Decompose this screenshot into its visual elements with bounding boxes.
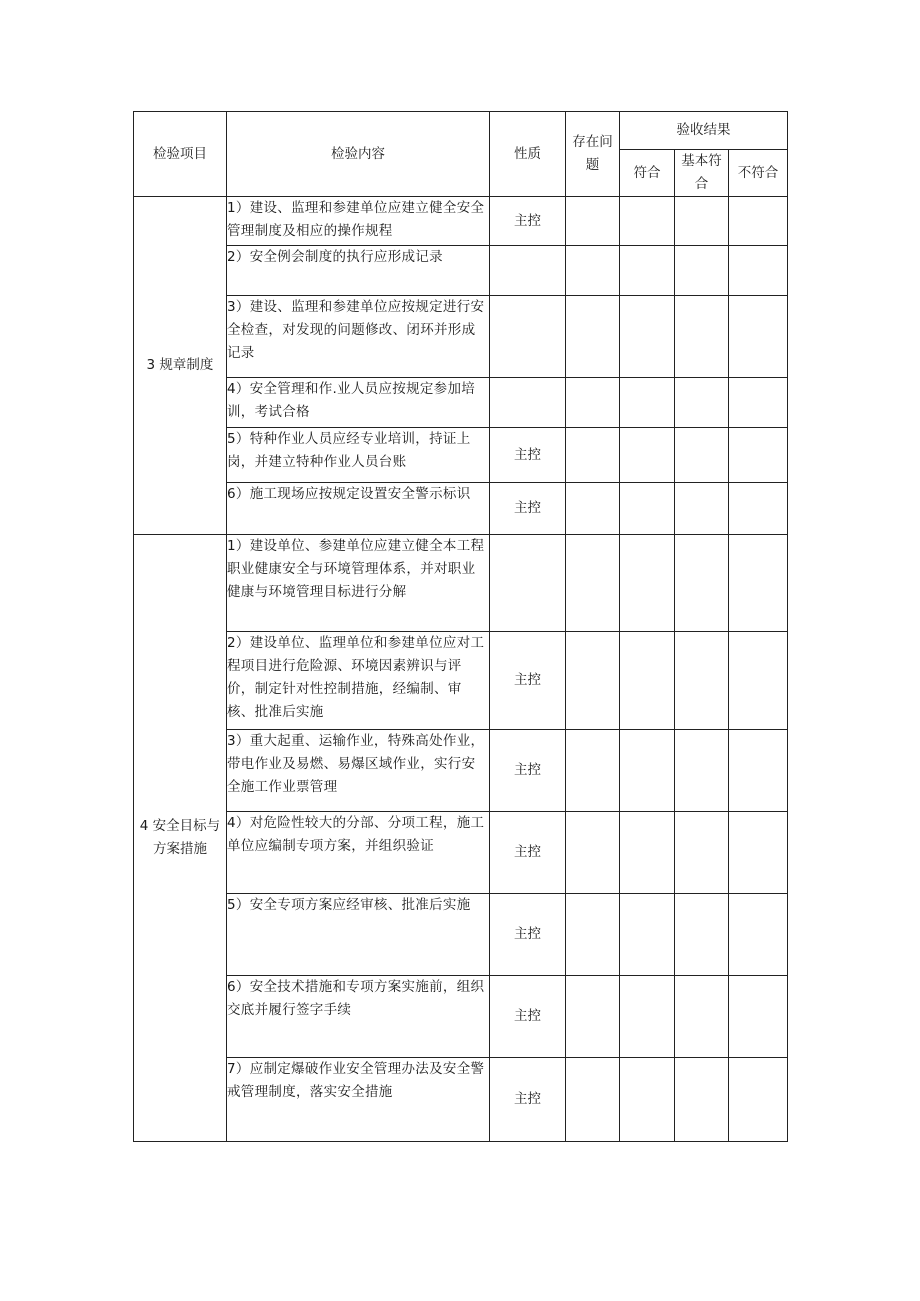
row-content: 5）安全专项方案应经审核、批准后实施 [227, 894, 490, 976]
table-row [134, 483, 788, 535]
header-issues: 存在问题 [566, 112, 620, 197]
nonconform-cell [729, 296, 788, 378]
table-row [134, 246, 788, 296]
issues-cell [566, 894, 620, 976]
row-nature: 主控 [490, 197, 566, 246]
row-content: 5）特种作业人员应经专业培训，持证上岗，并建立特种作业人员台账 [227, 428, 490, 483]
header-results: 验收结果 [620, 112, 788, 150]
table-row [134, 632, 788, 730]
basic-conform-cell [675, 894, 729, 976]
issues-cell [566, 632, 620, 730]
basic-conform-cell [675, 535, 729, 632]
basic-conform-cell [675, 632, 729, 730]
section-item-4: 4 安全目标与方案措施 [134, 535, 227, 1142]
issues-cell [566, 378, 620, 428]
conform-cell [620, 535, 675, 632]
issues-cell [566, 1058, 620, 1142]
inspection-table [133, 111, 788, 1142]
basic-conform-cell [675, 730, 729, 812]
row-nature [490, 378, 566, 428]
header-row-1 [134, 112, 788, 150]
row-nature: 主控 [490, 812, 566, 894]
nonconform-cell [729, 1058, 788, 1142]
table-row [134, 378, 788, 428]
conform-cell [620, 1058, 675, 1142]
row-nature: 主控 [490, 428, 566, 483]
header-conform: 符合 [620, 150, 675, 197]
conform-cell [620, 378, 675, 428]
row-content: 3）重大起重、运输作业，特殊高处作业，带电作业及易燃、易爆区域作业，实行安全施工作业票管理 [227, 730, 490, 812]
basic-conform-cell [675, 812, 729, 894]
basic-conform-cell [675, 1058, 729, 1142]
issues-cell [566, 976, 620, 1058]
issues-cell [566, 535, 620, 632]
header-content: 检验内容 [227, 112, 490, 197]
nonconform-cell [729, 197, 788, 246]
row-nature: 主控 [490, 894, 566, 976]
conform-cell [620, 976, 675, 1058]
table-row [134, 428, 788, 483]
row-nature: 主控 [490, 632, 566, 730]
conform-cell [620, 246, 675, 296]
nonconform-cell [729, 483, 788, 535]
nonconform-cell [729, 535, 788, 632]
nonconform-cell [729, 378, 788, 428]
basic-conform-cell [675, 246, 729, 296]
conform-cell [620, 812, 675, 894]
issues-cell [566, 483, 620, 535]
basic-conform-cell [675, 976, 729, 1058]
table-row [134, 976, 788, 1058]
issues-cell [566, 296, 620, 378]
table-row [134, 812, 788, 894]
table-row [134, 197, 788, 246]
table-row [134, 535, 788, 632]
row-nature: 主控 [490, 730, 566, 812]
basic-conform-cell [675, 296, 729, 378]
nonconform-cell [729, 632, 788, 730]
nonconform-cell [729, 428, 788, 483]
row-nature [490, 296, 566, 378]
table-row [134, 730, 788, 812]
row-content: 4）对危险性较大的分部、分项工程，施工单位应编制专项方案，并组织验证 [227, 812, 490, 894]
row-content: 6）施工现场应按规定设置安全警示标识 [227, 483, 490, 535]
nonconform-cell [729, 894, 788, 976]
basic-conform-cell [675, 378, 729, 428]
table-row [134, 894, 788, 976]
basic-conform-cell [675, 197, 729, 246]
nonconform-cell [729, 812, 788, 894]
row-nature: 主控 [490, 1058, 566, 1142]
issues-cell [566, 197, 620, 246]
conform-cell [620, 632, 675, 730]
row-content: 7）应制定爆破作业安全管理办法及安全警戒管理制度，落实安全措施 [227, 1058, 490, 1142]
section-item-3: 3 规章制度 [134, 197, 227, 535]
header-nature: 性质 [490, 112, 566, 197]
basic-conform-cell [675, 483, 729, 535]
nonconform-cell [729, 246, 788, 296]
issues-cell [566, 246, 620, 296]
row-content: 2）安全例会制度的执行应形成记录 [227, 246, 490, 296]
header-item: 检验项目 [134, 112, 227, 197]
conform-cell [620, 483, 675, 535]
header-nonconform: 不符合 [729, 150, 788, 197]
row-nature [490, 246, 566, 296]
row-nature: 主控 [490, 976, 566, 1058]
row-nature [490, 535, 566, 632]
issues-cell [566, 812, 620, 894]
row-content: 3）建设、监理和参建单位应按规定进行安全检查，对发现的问题修改、闭环并形成记录 [227, 296, 490, 378]
conform-cell [620, 197, 675, 246]
row-content: 4）安全管理和作.业人员应按规定参加培训，考试合格 [227, 378, 490, 428]
basic-conform-cell [675, 428, 729, 483]
row-content: 1）建设单位、参建单位应建立健全本工程职业健康安全与环境管理体系，并对职业健康与环境管理目标进行分解 [227, 535, 490, 632]
nonconform-cell [729, 976, 788, 1058]
nonconform-cell [729, 730, 788, 812]
issues-cell [566, 730, 620, 812]
conform-cell [620, 428, 675, 483]
row-content: 6）安全技术措施和专项方案实施前，组织交底并履行签字手续 [227, 976, 490, 1058]
conform-cell [620, 730, 675, 812]
table-row [134, 296, 788, 378]
row-content: 2）建设单位、监理单位和参建单位应对工程项目进行危险源、环境因素辨识与评价，制定针对性控制措施，经编制、审核、批准后实施 [227, 632, 490, 730]
row-content: 1）建设、监理和参建单位应建立健全安全管理制度及相应的操作规程 [227, 197, 490, 246]
row-nature: 主控 [490, 483, 566, 535]
conform-cell [620, 894, 675, 976]
table-row [134, 1058, 788, 1142]
conform-cell [620, 296, 675, 378]
header-basic-conform: 基本符合 [675, 150, 729, 197]
issues-cell [566, 428, 620, 483]
